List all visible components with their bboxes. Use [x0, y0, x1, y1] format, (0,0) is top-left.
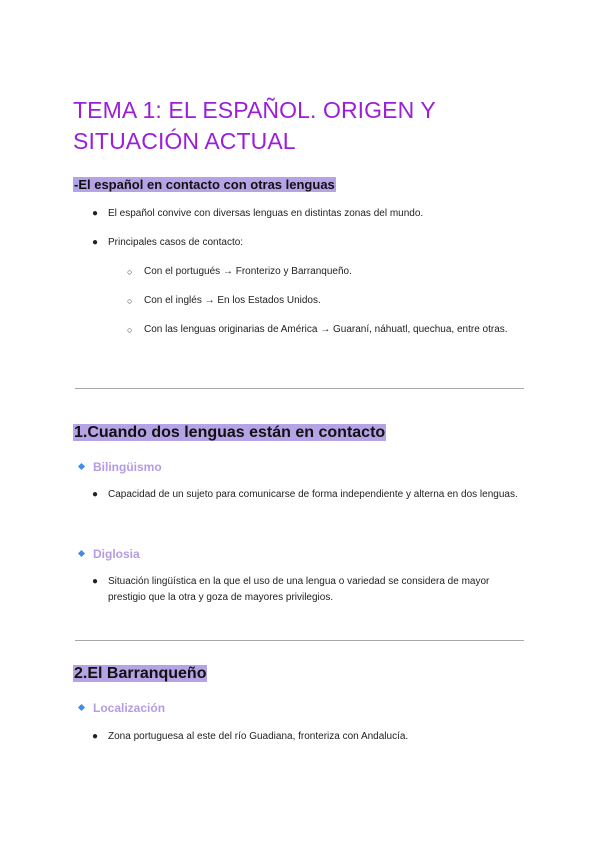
section-heading-contact	[73, 176, 336, 194]
section-heading-contact-languages	[73, 422, 386, 444]
diamond-bullet-icon	[78, 463, 85, 470]
subheading-bilinguismo	[79, 459, 162, 475]
list-item	[92, 206, 528, 222]
list-item	[92, 574, 528, 606]
sub-list-item	[127, 322, 534, 338]
sub-list-item	[127, 264, 534, 280]
diamond-bullet-icon	[78, 550, 85, 557]
list-item-text: Principales casos de contacto:	[108, 237, 244, 248]
bullet-icon: ●	[92, 576, 99, 587]
list-item	[92, 235, 528, 251]
list-item-text: Zona portuguesa al este del río Guadiana, fronteriza con Andalucía.	[108, 731, 409, 742]
section-heading-text: 2.El Barranqueño	[74, 665, 207, 682]
diamond-bullet-icon	[78, 704, 85, 711]
horizontal-divider	[75, 640, 524, 641]
list-item	[92, 729, 528, 745]
hollow-bullet-icon: ○	[127, 325, 133, 335]
subheading-text: Bilingüismo	[93, 460, 162, 474]
list-item-text: Capacidad de un sujeto para comunicarse de forma independiente y alterna en dos lenguas.	[108, 489, 518, 500]
bullet-icon: ●	[92, 489, 99, 500]
list-item-text: Con el inglés → En los Estados Unidos.	[144, 295, 321, 306]
section-heading-text: 1.Cuando dos lenguas están en contacto	[74, 424, 386, 441]
document-title: TEMA 1: EL ESPAÑOL. ORIGEN Y SITUACIÓN ACTUAL	[73, 97, 436, 154]
subheading-localizacion	[79, 700, 165, 716]
list-item-text: El español convive con diversas lenguas en distintas zonas del mundo.	[108, 208, 424, 219]
section-heading-barranqueno	[73, 663, 207, 685]
hollow-bullet-icon: ○	[127, 296, 133, 306]
subheading-diglosia	[79, 546, 140, 562]
bullet-icon: ●	[92, 208, 99, 219]
bullet-icon: ●	[92, 237, 99, 248]
list-item-text: Con el portugués → Fronterizo y Barranqueño.	[144, 266, 352, 277]
bullet-icon: ●	[92, 731, 99, 742]
subheading-text: Diglosia	[93, 547, 140, 561]
list-item-text: Situación lingüística en la que el uso de una lengua o variedad se considera de mayor prestigio que la otra y goza de mayores privilegios.	[108, 576, 490, 603]
subheading-text: Localización	[93, 701, 166, 715]
section-heading-text: -El español en contacto con otras lenguas	[74, 177, 335, 192]
hollow-bullet-icon: ○	[127, 267, 133, 277]
sub-list-item	[127, 293, 534, 309]
list-item	[92, 487, 528, 503]
list-item-text: Con las lenguas originarias de América → Guaraní, náhuatl, quechua, entre otras.	[144, 324, 508, 335]
horizontal-divider	[75, 388, 524, 389]
